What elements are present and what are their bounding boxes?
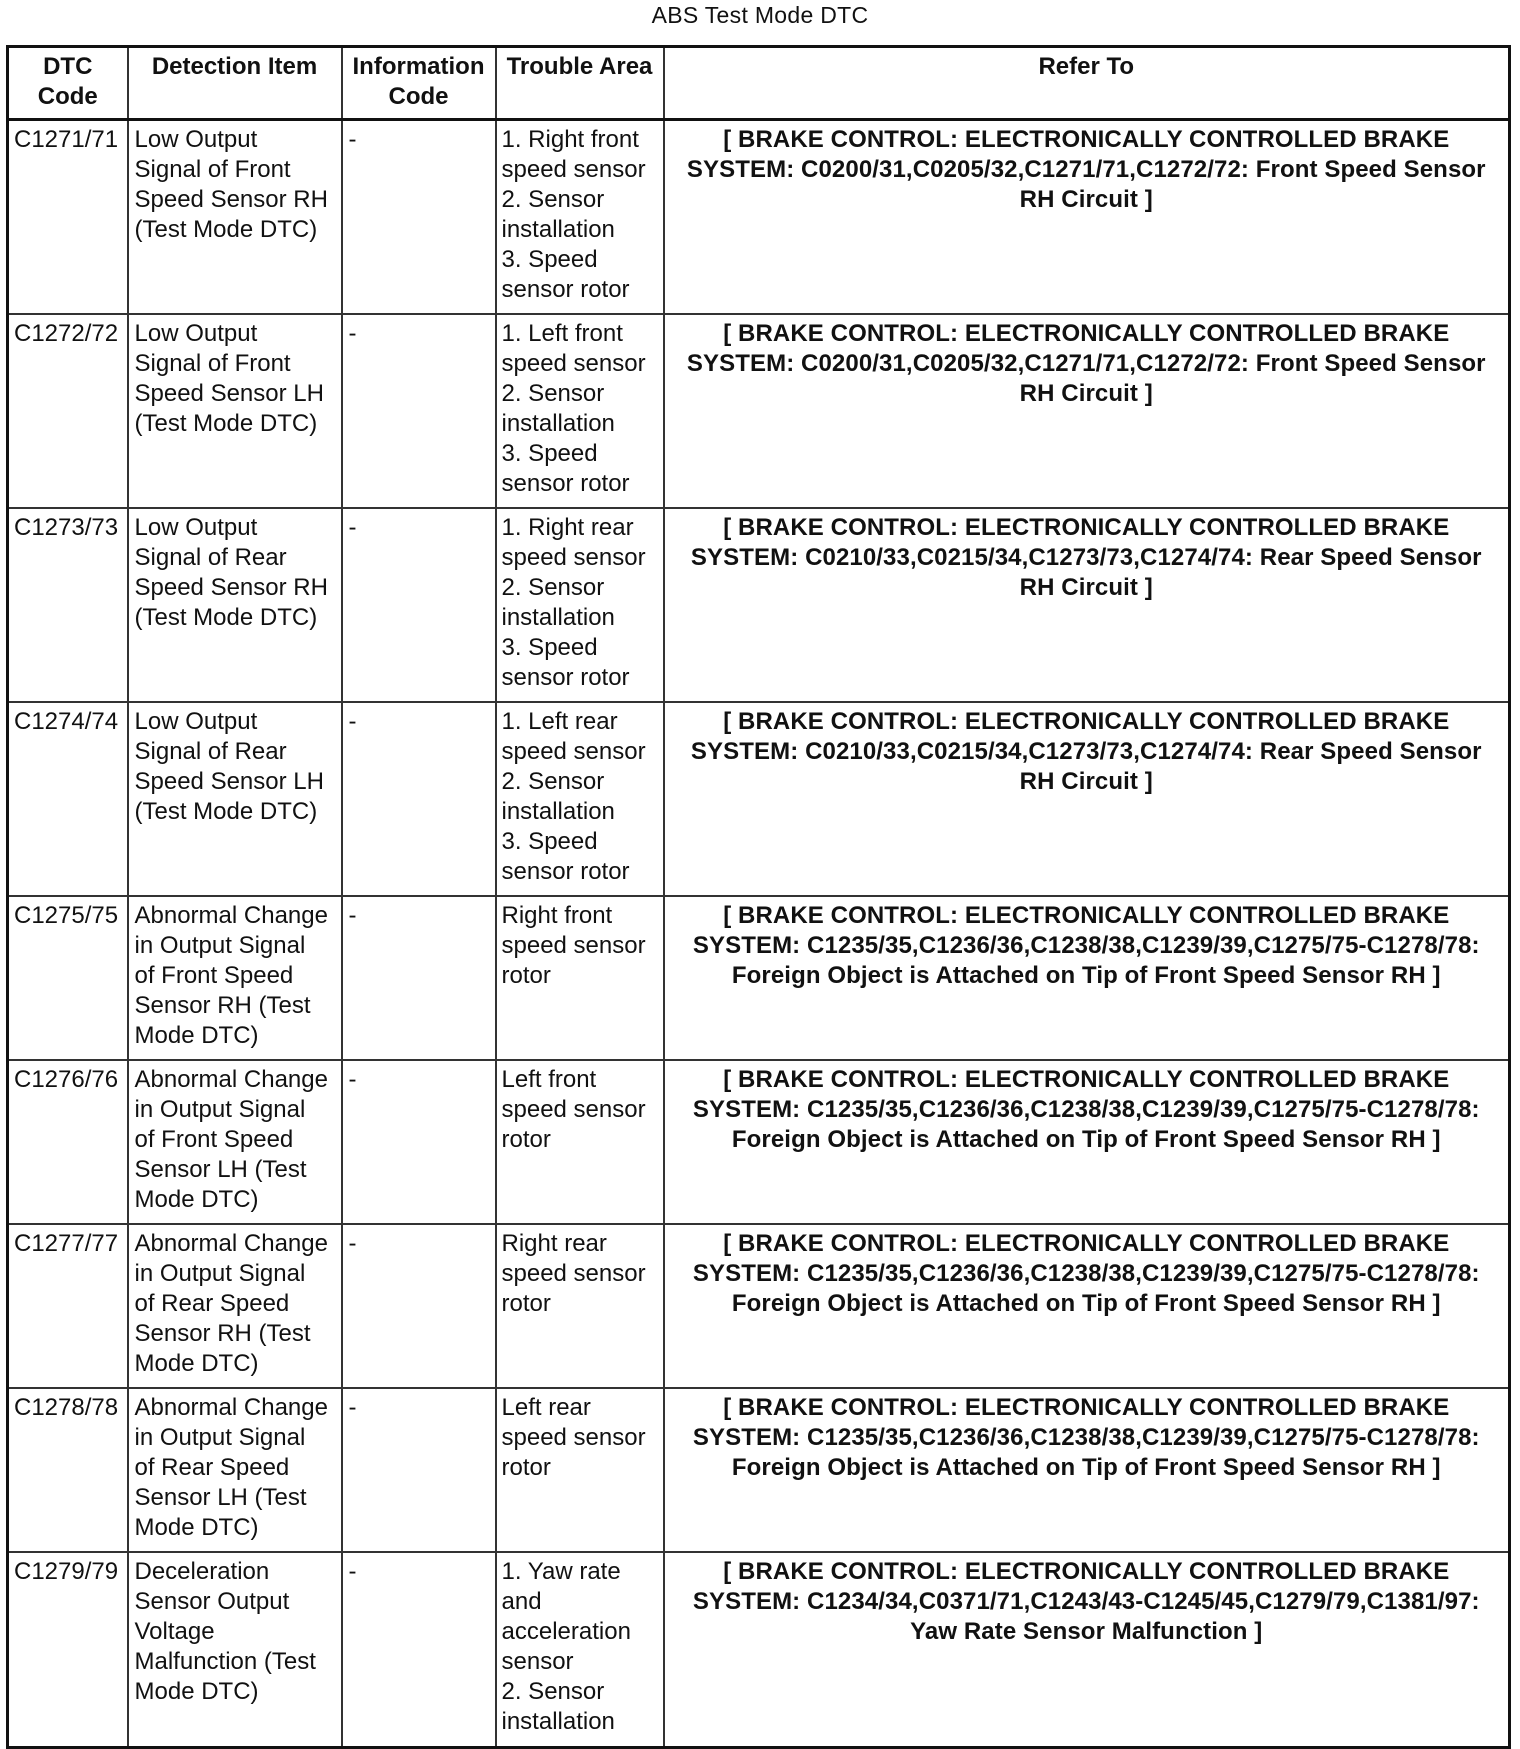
header-refer-to: Refer To — [664, 47, 1510, 120]
header-trouble-area: Trouble Area — [496, 47, 664, 120]
information-code-cell: - — [342, 1388, 496, 1552]
table-row — [8, 120, 1510, 314]
information-code-cell: - — [342, 508, 496, 702]
trouble-area-line: installation — [501, 797, 615, 825]
trouble-area-cell — [496, 1060, 664, 1224]
trouble-area-line: 1. Right rear — [501, 513, 634, 541]
detection-item-line: Signal of Rear — [134, 543, 287, 571]
information-code-cell: - — [342, 120, 496, 314]
detection-item-line: Speed Sensor LH — [134, 379, 324, 407]
detection-item-line: (Test Mode DTC) — [134, 409, 318, 437]
dtc-code-cell: C1274/74 — [8, 702, 128, 896]
trouble-area-line: speed sensor — [501, 349, 646, 377]
detection-item-line: Abnormal Change — [134, 901, 328, 929]
trouble-area-line: speed sensor — [501, 1423, 646, 1451]
refer-to-cell — [664, 508, 1510, 702]
detection-item-line: Malfunction (Test — [134, 1647, 316, 1675]
trouble-area-line: 1. Left rear — [501, 707, 618, 735]
refer-to-line: SYSTEM: C1235/35,C1236/36,C1238/38,C1239/39,C1275/75-C1278/78: — [692, 931, 1480, 959]
dtc-code-cell: C1271/71 — [8, 120, 128, 314]
information-code-cell: - — [342, 1552, 496, 1748]
table-row — [8, 1552, 1510, 1748]
detection-item-line: Mode DTC) — [134, 1349, 259, 1377]
detection-item-line: (Test Mode DTC) — [134, 603, 318, 631]
table-row — [8, 508, 1510, 702]
information-code-cell: - — [342, 702, 496, 896]
trouble-area-line: 2. Sensor — [501, 379, 605, 407]
detection-item-line: (Test Mode DTC) — [134, 216, 318, 243]
detection-item-cell — [128, 508, 342, 702]
information-code-cell: - — [342, 314, 496, 508]
refer-to-line: [ BRAKE CONTROL: ELECTRONICALLY CONTROLLED BRAKE — [723, 1065, 1450, 1093]
trouble-area-line: sensor rotor — [501, 663, 630, 691]
refer-to-line: [ BRAKE CONTROL: ELECTRONICALLY CONTROLLED BRAKE — [723, 513, 1450, 541]
detection-item-line: of Front Speed — [134, 961, 294, 989]
refer-to-line: SYSTEM: C0200/31,C0205/32,C1271/71,C1272/72: Front Speed Sensor — [686, 349, 1486, 377]
trouble-area-cell — [496, 508, 664, 702]
refer-to-cell — [664, 1224, 1510, 1388]
detection-item-line: Sensor Output — [134, 1587, 290, 1615]
information-code-cell: - — [342, 896, 496, 1060]
refer-to-line: [ BRAKE CONTROL: ELECTRONICALLY CONTROLLED BRAKE — [723, 707, 1450, 735]
header-dtc-code: DTC Code — [8, 47, 128, 120]
header-detection-item: Detection Item — [128, 47, 342, 120]
refer-to-line: [ BRAKE CONTROL: ELECTRONICALLY CONTROLLED BRAKE — [723, 901, 1450, 929]
detection-item-line: in Output Signal — [134, 931, 306, 959]
trouble-area-cell — [496, 314, 664, 508]
detection-item-line: in Output Signal — [134, 1259, 306, 1287]
trouble-area-line: speed sensor — [501, 156, 646, 183]
table-row — [8, 1388, 1510, 1552]
dtc-code-cell: C1278/78 — [8, 1388, 128, 1552]
trouble-area-line: speed sensor — [501, 543, 646, 571]
detection-item-line: of Front Speed — [134, 1125, 294, 1153]
refer-to-line: [ BRAKE CONTROL: ELECTRONICALLY CONTROLLED BRAKE — [723, 1557, 1450, 1585]
detection-item-line: Low Output — [134, 707, 258, 735]
trouble-area-line: 2. Sensor — [501, 767, 605, 795]
detection-item-cell — [128, 314, 342, 508]
refer-to-line: Yaw Rate Sensor Malfunction ] — [910, 1617, 1263, 1645]
detection-item-line: of Rear Speed — [134, 1453, 290, 1481]
trouble-area-line: rotor — [501, 1125, 551, 1153]
trouble-area-line: sensor — [501, 1647, 574, 1675]
trouble-area-line: rotor — [501, 1453, 551, 1481]
trouble-area-line: speed sensor — [501, 931, 646, 959]
refer-to-cell — [664, 1060, 1510, 1224]
trouble-area-cell — [496, 896, 664, 1060]
trouble-area-cell — [496, 1388, 664, 1552]
refer-to-cell — [664, 896, 1510, 1060]
table-row — [8, 1060, 1510, 1224]
detection-item-line: Sensor LH (Test — [134, 1155, 307, 1183]
dtc-code-cell: C1275/75 — [8, 896, 128, 1060]
detection-item-line: Low Output — [134, 513, 258, 541]
detection-item-line: Abnormal Change — [134, 1393, 328, 1421]
detection-item-line: Mode DTC) — [134, 1677, 259, 1705]
detection-item-line: Deceleration — [134, 1557, 270, 1585]
trouble-area-line: 1. Right front — [501, 126, 639, 153]
trouble-area-line: installation — [501, 603, 615, 631]
table-row — [8, 314, 1510, 508]
trouble-area-line: installation — [501, 216, 615, 243]
trouble-area-line: 3. Speed — [501, 439, 598, 467]
header-information-code: Information Code — [342, 47, 496, 120]
detection-item-cell — [128, 1552, 342, 1748]
refer-to-line: SYSTEM: C1235/35,C1236/36,C1238/38,C1239/39,C1275/75-C1278/78: — [692, 1259, 1480, 1287]
detection-item-line: Abnormal Change — [134, 1065, 328, 1093]
refer-to-line: Foreign Object is Attached on Tip of Front Speed Sensor RH ] — [731, 1453, 1441, 1481]
trouble-area-line: speed sensor — [501, 1259, 646, 1287]
refer-to-line: SYSTEM: C1235/35,C1236/36,C1238/38,C1239/39,C1275/75-C1278/78: — [692, 1423, 1480, 1451]
trouble-area-cell — [496, 120, 664, 314]
detection-item-line: Mode DTC) — [134, 1513, 259, 1541]
detection-item-cell — [128, 1224, 342, 1388]
information-code-cell: - — [342, 1060, 496, 1224]
trouble-area-line: 2. Sensor — [501, 1677, 605, 1705]
dtc-table — [6, 45, 1511, 1749]
detection-item-cell — [128, 120, 342, 314]
trouble-area-line: Left front — [501, 1065, 597, 1093]
refer-to-line: [ BRAKE CONTROL: ELECTRONICALLY CONTROLLED BRAKE — [723, 126, 1450, 153]
dtc-code-cell: C1276/76 — [8, 1060, 128, 1224]
refer-to-line: SYSTEM: C0200/31,C0205/32,C1271/71,C1272/72: Front Speed Sensor — [686, 156, 1486, 183]
dtc-code-cell: C1279/79 — [8, 1552, 128, 1748]
detection-item-line: Signal of Front — [134, 156, 291, 183]
header-row — [8, 47, 1510, 120]
refer-to-line: SYSTEM: C1235/35,C1236/36,C1238/38,C1239/39,C1275/75-C1278/78: — [692, 1095, 1480, 1123]
trouble-area-line: 3. Speed — [501, 827, 598, 855]
trouble-area-line: sensor rotor — [501, 276, 630, 303]
page-title: ABS Test Mode DTC — [651, 2, 869, 28]
refer-to-line: Foreign Object is Attached on Tip of Front Speed Sensor RH ] — [731, 1289, 1441, 1317]
detection-item-cell — [128, 702, 342, 896]
dtc-code-cell: C1273/73 — [8, 508, 128, 702]
refer-to-line: Foreign Object is Attached on Tip of Front Speed Sensor RH ] — [731, 961, 1441, 989]
trouble-area-line: acceleration — [501, 1617, 631, 1645]
refer-to-line: [ BRAKE CONTROL: ELECTRONICALLY CONTROLLED BRAKE — [723, 1393, 1450, 1421]
detection-item-line: Speed Sensor RH — [134, 573, 328, 601]
trouble-area-line: installation — [501, 1707, 615, 1735]
table-body — [8, 120, 1510, 1748]
refer-to-cell — [664, 1388, 1510, 1552]
trouble-area-cell — [496, 702, 664, 896]
detection-item-cell — [128, 1388, 342, 1552]
dtc-code-cell: C1277/77 — [8, 1224, 128, 1388]
detection-item-line: Sensor RH (Test — [134, 1319, 311, 1347]
trouble-area-line: sensor rotor — [501, 857, 630, 885]
detection-item-line: (Test Mode DTC) — [134, 797, 318, 825]
detection-item-line: Sensor RH (Test — [134, 991, 311, 1019]
detection-item-line: Abnormal Change — [134, 1229, 328, 1257]
refer-to-line: RH Circuit ] — [1019, 573, 1153, 601]
trouble-area-cell — [496, 1552, 664, 1748]
trouble-area-line: 2. Sensor — [501, 186, 605, 213]
trouble-area-line: installation — [501, 409, 615, 437]
trouble-area-line: 1. Left front — [501, 319, 623, 347]
detection-item-line: Sensor LH (Test — [134, 1483, 307, 1511]
detection-item-line: Signal of Front — [134, 349, 291, 377]
information-code-cell: - — [342, 1224, 496, 1388]
refer-to-line: [ BRAKE CONTROL: ELECTRONICALLY CONTROLLED BRAKE — [723, 319, 1450, 347]
refer-to-cell — [664, 314, 1510, 508]
table-row — [8, 1224, 1510, 1388]
detection-item-line: Voltage — [134, 1617, 215, 1645]
trouble-area-line: rotor — [501, 1289, 551, 1317]
refer-to-line: RH Circuit ] — [1019, 767, 1153, 795]
refer-to-line: Foreign Object is Attached on Tip of Front Speed Sensor RH ] — [731, 1125, 1441, 1153]
detection-item-line: Speed Sensor LH — [134, 767, 324, 795]
detection-item-line: Mode DTC) — [134, 1185, 259, 1213]
refer-to-cell — [664, 702, 1510, 896]
trouble-area-cell — [496, 1224, 664, 1388]
detection-item-line: Low Output — [134, 319, 258, 347]
refer-to-cell — [664, 120, 1510, 314]
table-row — [8, 702, 1510, 896]
trouble-area-line: 3. Speed — [501, 633, 598, 661]
detection-item-line: Low Output — [134, 126, 258, 153]
trouble-area-line: sensor rotor — [501, 469, 630, 497]
dtc-code-cell: C1272/72 — [8, 314, 128, 508]
refer-to-line: SYSTEM: C1234/34,C0371/71,C1243/43-C1245/45,C1279/79,C1381/97: — [692, 1587, 1480, 1615]
table-row — [8, 896, 1510, 1060]
detection-item-line: in Output Signal — [134, 1095, 306, 1123]
trouble-area-line: Right front — [501, 901, 613, 929]
trouble-area-line: Right rear — [501, 1229, 607, 1257]
refer-to-cell — [664, 1552, 1510, 1748]
trouble-area-line: Left rear — [501, 1393, 591, 1421]
detection-item-line: in Output Signal — [134, 1423, 306, 1451]
trouble-area-line: speed sensor — [501, 1095, 646, 1123]
refer-to-line: RH Circuit ] — [1019, 379, 1153, 407]
trouble-area-line: speed sensor — [501, 737, 646, 765]
trouble-area-line: 2. Sensor — [501, 573, 605, 601]
trouble-area-line: rotor — [501, 961, 551, 989]
trouble-area-line: 3. Speed — [501, 246, 598, 273]
trouble-area-line: and — [501, 1587, 542, 1615]
detection-item-line: of Rear Speed — [134, 1289, 290, 1317]
refer-to-line: RH Circuit ] — [1019, 186, 1153, 213]
refer-to-line: SYSTEM: C0210/33,C0215/34,C1273/73,C1274/74: Rear Speed Sensor — [690, 737, 1482, 765]
trouble-area-line: 1. Yaw rate — [501, 1557, 621, 1585]
detection-item-line: Mode DTC) — [134, 1021, 259, 1049]
refer-to-line: [ BRAKE CONTROL: ELECTRONICALLY CONTROLLED BRAKE — [723, 1229, 1450, 1257]
detection-item-line: Signal of Rear — [134, 737, 287, 765]
detection-item-cell — [128, 896, 342, 1060]
detection-item-cell — [128, 1060, 342, 1224]
detection-item-line: Speed Sensor RH — [134, 186, 328, 213]
refer-to-line: SYSTEM: C0210/33,C0215/34,C1273/73,C1274/74: Rear Speed Sensor — [690, 543, 1482, 571]
